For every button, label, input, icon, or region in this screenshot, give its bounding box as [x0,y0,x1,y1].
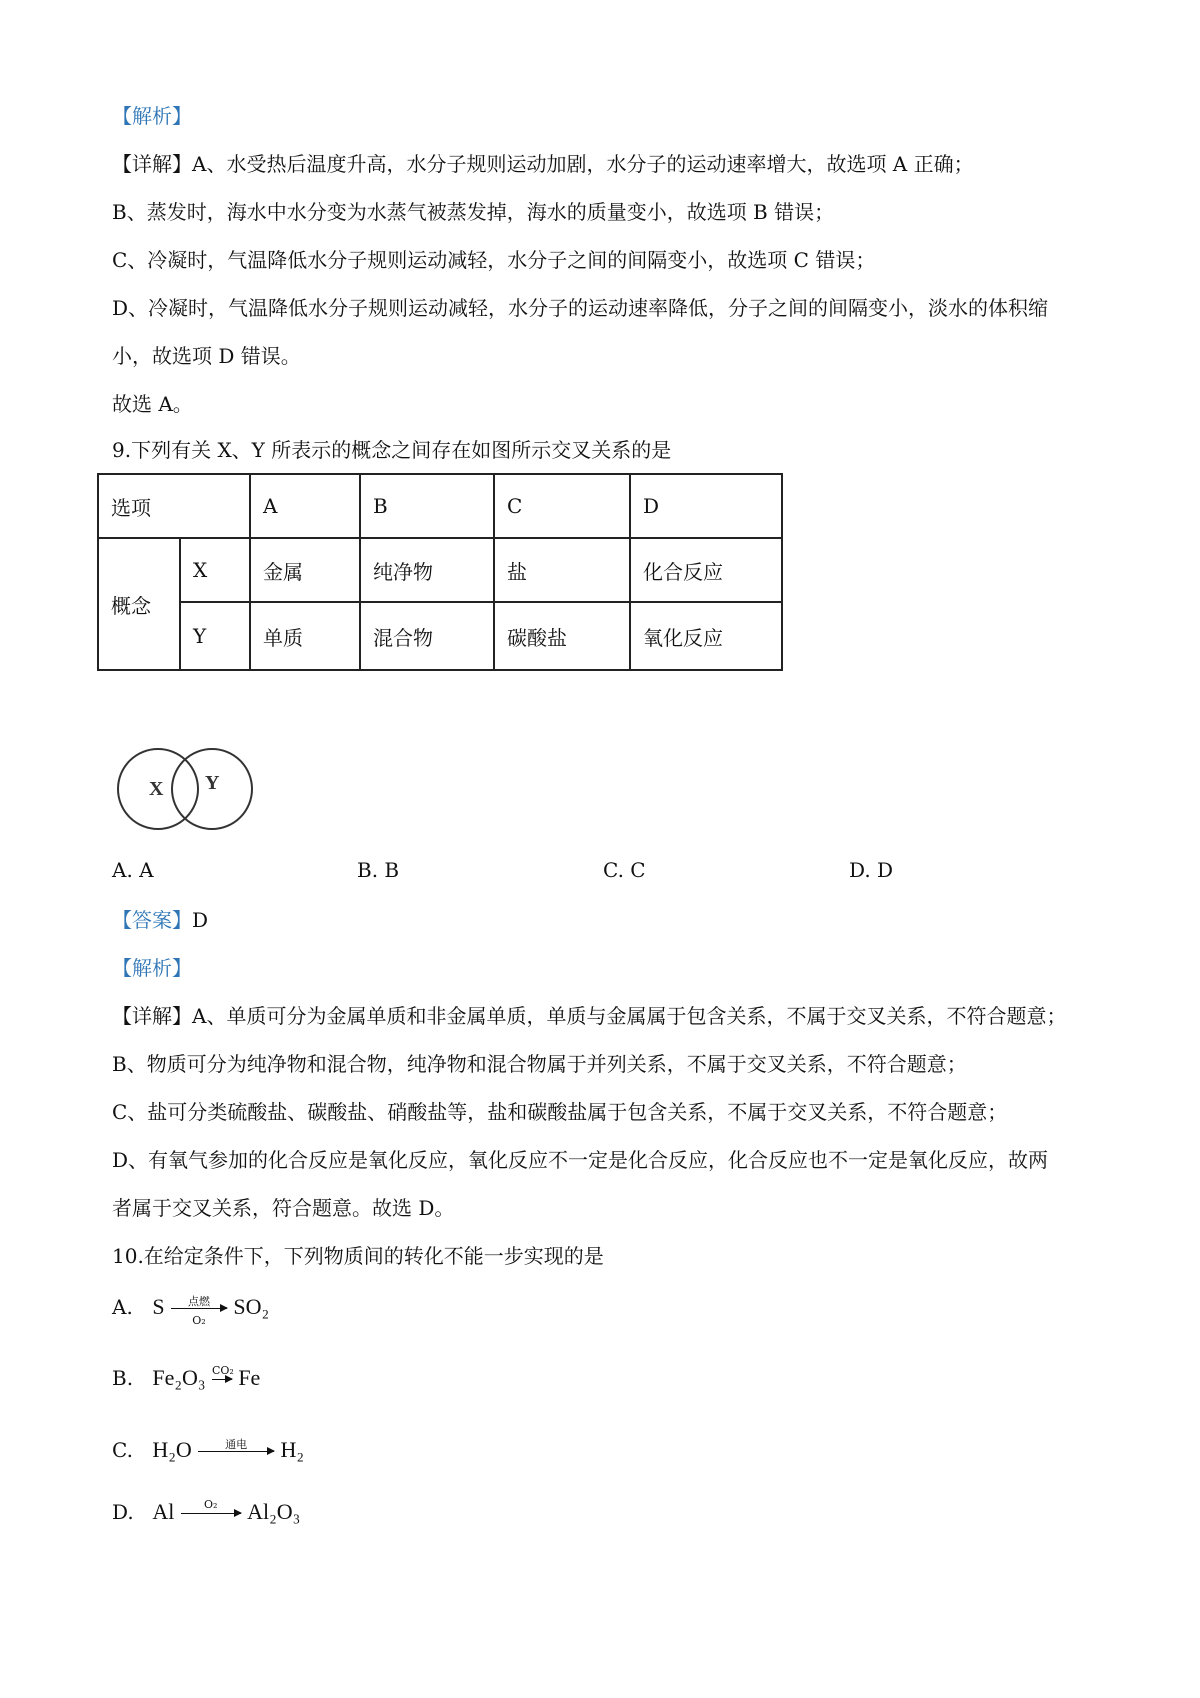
product: Fe [238,1365,261,1390]
question-9-stem: 9.下列有关 X、Y 所表示的概念之间存在如图所示交叉关系的是 [112,438,672,462]
reaction-arrow [181,1498,241,1514]
venn-label-x: X [149,778,164,800]
q9-detail-line-5: 者属于交叉关系，符合题意。故选 D。 [112,1196,455,1220]
arrow-condition-below: O₂ [192,1314,206,1327]
table-header-cell: A [250,474,360,538]
option-label: D. [112,1500,134,1524]
reactant: Fe₂O₃ [152,1365,206,1390]
reactant: H₂O [152,1437,192,1462]
analysis-heading: 【解析】 [112,104,192,128]
answer-line [112,906,208,934]
table-cell: 碳酸盐 [494,602,630,670]
detail-line-3: C、冷凝时，气温降低水分子规则运动减轻，水分子之间的间隔变小，故选项 C 错误； [112,248,876,272]
reaction-arrow [198,1438,274,1452]
arrow-condition-above: O₂ [204,1498,218,1511]
answer-value: D [192,908,209,932]
table-header-cell: 选项 [98,474,250,538]
q9-detail-line-4: D、有氧气参加的化合反应是氧化反应，氧化反应不一定是化合反应，化合反应也不一定是氧化反应，故两 [112,1148,1049,1172]
product: H₂ [280,1437,305,1462]
choice-b: B. B [357,858,400,882]
option-label: A. [112,1295,133,1319]
table-header-cell: B [360,474,494,538]
choice-d: D. D [849,858,894,882]
venn-diagram [112,739,262,839]
q9-detail-line-3: C、盐可分类硫酸盐、碳酸盐、硝酸盐等，盐和碳酸盐属于包含关系，不属于交叉关系，不符合题意； [112,1100,1008,1124]
table-row-group-label: 概念 [98,538,180,670]
option-b [112,1365,260,1391]
detail-line-4: D、冷凝时，气温降低水分子规则运动减轻，水分子的运动速率降低，分子之间的间隔变小，淡水的体积缩 [112,296,1049,320]
q9-detail-line-2: B、物质可分为纯净物和混合物，纯净物和混合物属于并列关系，不属于交叉关系，不符合题意； [112,1052,967,1076]
table-header-cell: C [494,474,630,538]
option-label: B. [112,1366,134,1390]
arrow-condition-above: 点燃 [187,1295,210,1308]
choice-c: C. C [603,858,646,882]
table-cell: 纯净物 [360,538,494,602]
detail-tag: 【详解】 [112,152,192,176]
reaction-arrow [171,1295,227,1327]
detail-tag: 【详解】 [112,1004,192,1028]
q9-detail-line-1 [112,1002,1066,1030]
reactant: Al [152,1499,175,1524]
answer-tag: 【答案】 [112,908,192,932]
table-cell: 盐 [494,538,630,602]
detail-text: A、单质可分为金属单质和非金属单质，单质与金属属于包含关系，不属于交叉关系，不符合题意； [192,1004,1067,1028]
reactant: S [152,1294,165,1319]
detail-line-1 [112,150,974,178]
option-label: C. [112,1438,133,1462]
detail-line-2: B、蒸发时，海水中水分变为水蒸气被蒸发掉，海水的质量变小，故选项 B 错误； [112,200,835,224]
reaction-arrow [211,1364,234,1380]
table-row-key: X [180,538,250,602]
concept-table [97,473,783,671]
table-cell: 金属 [250,538,360,602]
table-cell: 氧化反应 [630,602,782,670]
product: SO₂ [233,1294,270,1319]
choice-a: A. A [112,858,154,882]
venn-label-y: Y [205,772,220,794]
analysis-heading-2: 【解析】 [112,956,192,980]
question-10-stem: 10.在给定条件下，下列物质间的转化不能一步实现的是 [112,1244,604,1268]
table-cell: 单质 [250,602,360,670]
product: Al₂O₃ [247,1499,301,1524]
table-cell: 化合反应 [630,538,782,602]
option-a [112,1294,270,1327]
table-header-cell: D [630,474,782,538]
table-row-key: Y [180,602,250,670]
option-c [112,1437,304,1463]
arrow-condition-above: CO₂ [211,1364,234,1377]
detail-line-6: 故选 A。 [112,392,193,416]
arrow-condition-above: 通电 [225,1438,248,1451]
detail-text: A、水受热后温度升高，水分子规则运动加剧，水分子的运动速率增大，故选项 A 正确； [192,152,974,176]
detail-line-5: 小，故选项 D 错误。 [112,344,301,368]
table-cell: 混合物 [360,602,494,670]
option-d [112,1499,300,1525]
